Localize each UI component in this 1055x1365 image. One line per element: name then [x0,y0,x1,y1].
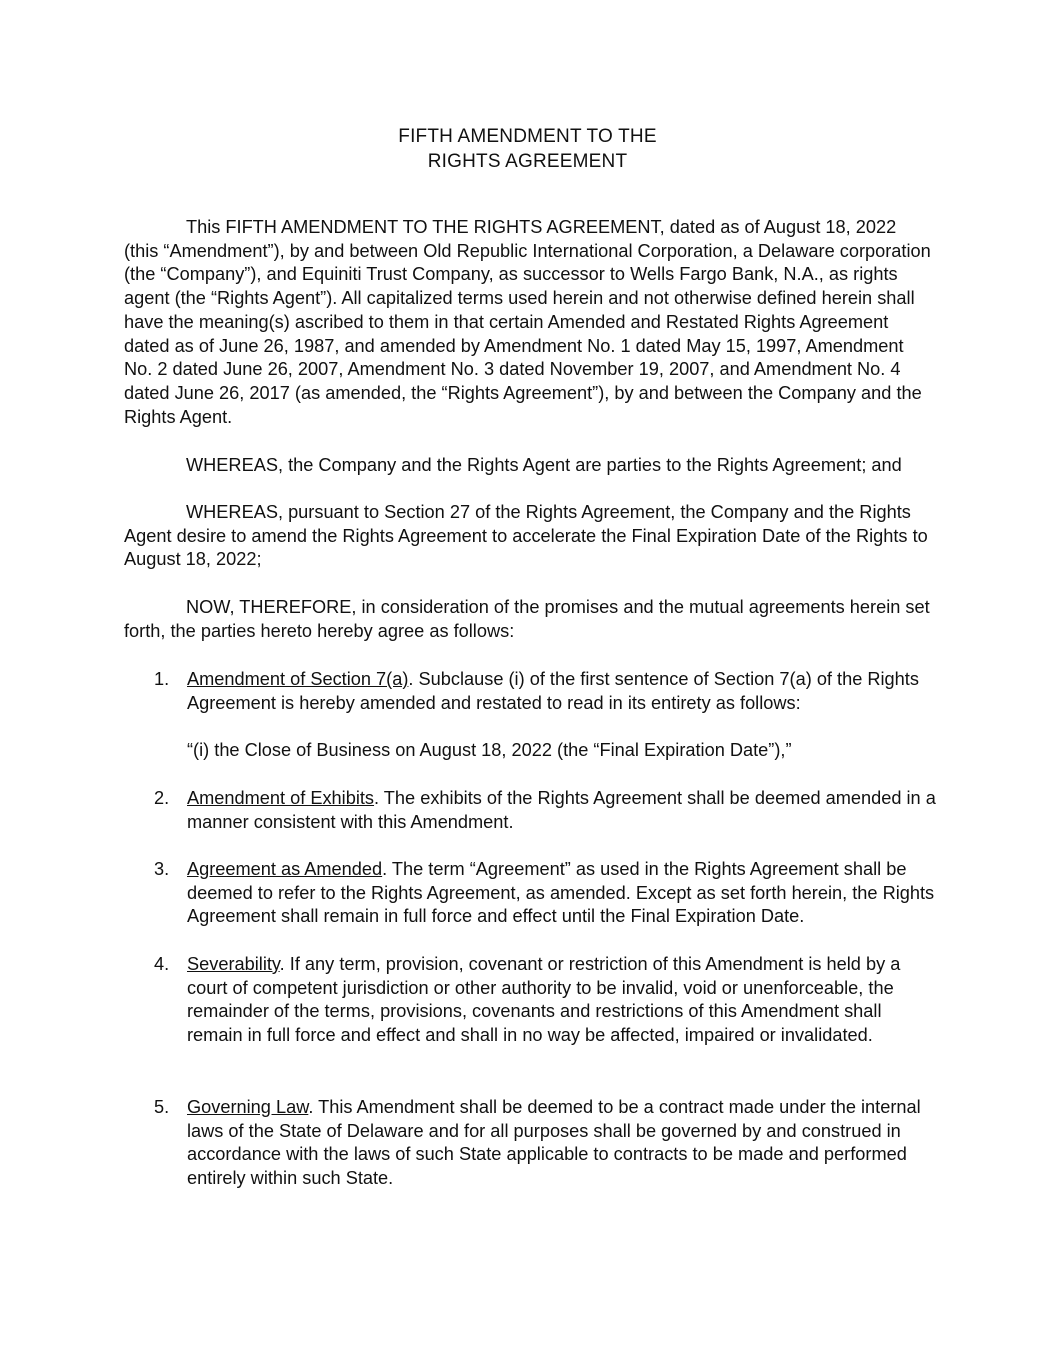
section-1-quote: “(i) the Close of Business on August 18, 2022 (the “Final Expiration Date”),” [187,740,792,760]
section-text: . If any term, provision, covenant or restriction of this Amendment is held by a court of competent jurisdiction or other authority to be invalid, void or unenforceable, the remainder of the terms, provisions, covenants and restrictions of this Amendment shall remain in full force and effect and shall in no way be affected, impaired or invalidated. [187,954,901,1046]
section-text: . The exhibits of the Rights Agreement shall be deemed amended in a manner consistent with this Amendment. [187,788,936,832]
section-text: . The term “Agreement” as used in the Rights Agreement shall be deemed to refer to the Rights Agreement, as amended. Except as set forth herein, the Rights Agreement shall remain in full force and effect until the Final Expiration Date. [187,859,935,927]
section-heading: Amendment of Section 7(a) [187,669,409,689]
section-text: . This Amendment shall be deemed to be a contract made under the internal laws of the State of Delaware and for all purposes shall be governed by and construed in accordance with the laws of such State applicable to contracts to be made and performed entirely within such State. [187,1097,921,1189]
section-number: 2. [154,788,170,808]
now-therefore-paragraph [124,596,934,643]
section-heading: Amendment of Exhibits [187,788,375,808]
now-therefore-text: NOW, THEREFORE, in consideration of the promises and the mutual agreements herein set forth, the parties hereto hereby agree as follows: [124,597,930,641]
section-number: 1. [154,669,170,689]
section-number: 4. [154,954,170,974]
section-heading: Severability [187,954,280,974]
intro-text: This FIFTH AMENDMENT TO THE RIGHTS AGREEMENT, dated as of August 18, 2022 (this “Amendment”), by and between Old Republic International Corporation, a Delaware corporation (the “Company”), and Equiniti Trust Company, as successor to Wells Fargo Bank, N.A., as rights agent (the “Rights Agent”). All capitalized terms used herein and not otherwise defined herein shall have the meaning(s) ascribed to them in that certain Amended and Restated Rights Agreement dated as of June 26, 1987, and amended by Amendment No. 1 dated May 15, 1997, Amendment No. 2 dated June 26, 2007, Amendment No. 3 dated November 19, 2007, and Amendment No. 4 dated June 26, 2017 (as amended, the “Rights Agreement”), by and between the Company and the Rights Agent. [124,217,931,427]
section-body [187,953,939,1048]
title-line-1: FIFTH AMENDMENT TO THE [398,126,657,147]
section-body [187,858,939,929]
section-number: 5. [154,1097,170,1117]
title-line-2: RIGHTS AGREEMENT [427,151,628,172]
intro-paragraph [124,216,934,429]
section-heading: Agreement as Amended [187,859,383,879]
whereas-text-2: WHEREAS, pursuant to Section 27 of the Rights Agreement, the Company and the Rights Agent desire to amend the Rights Agreement to accelerate the Final Expiration Date of the Rights to August 18, 2022; [124,502,928,570]
document-title [0,124,1055,174]
section-heading: Governing Law [187,1097,309,1117]
whereas-paragraph-1 [124,454,934,478]
section-body [187,1096,939,1191]
whereas-text-1: WHEREAS, the Company and the Rights Agent are parties to the Rights Agreement; and [186,455,902,475]
section-number: 3. [154,859,170,879]
section-text: . Subclause (i) of the first sentence of Section 7(a) of the Rights Agreement is hereby amended and restated to read in its entirety as follows: [187,669,919,713]
whereas-paragraph-2 [124,501,934,572]
section-body [187,668,939,715]
section-body [187,787,939,834]
